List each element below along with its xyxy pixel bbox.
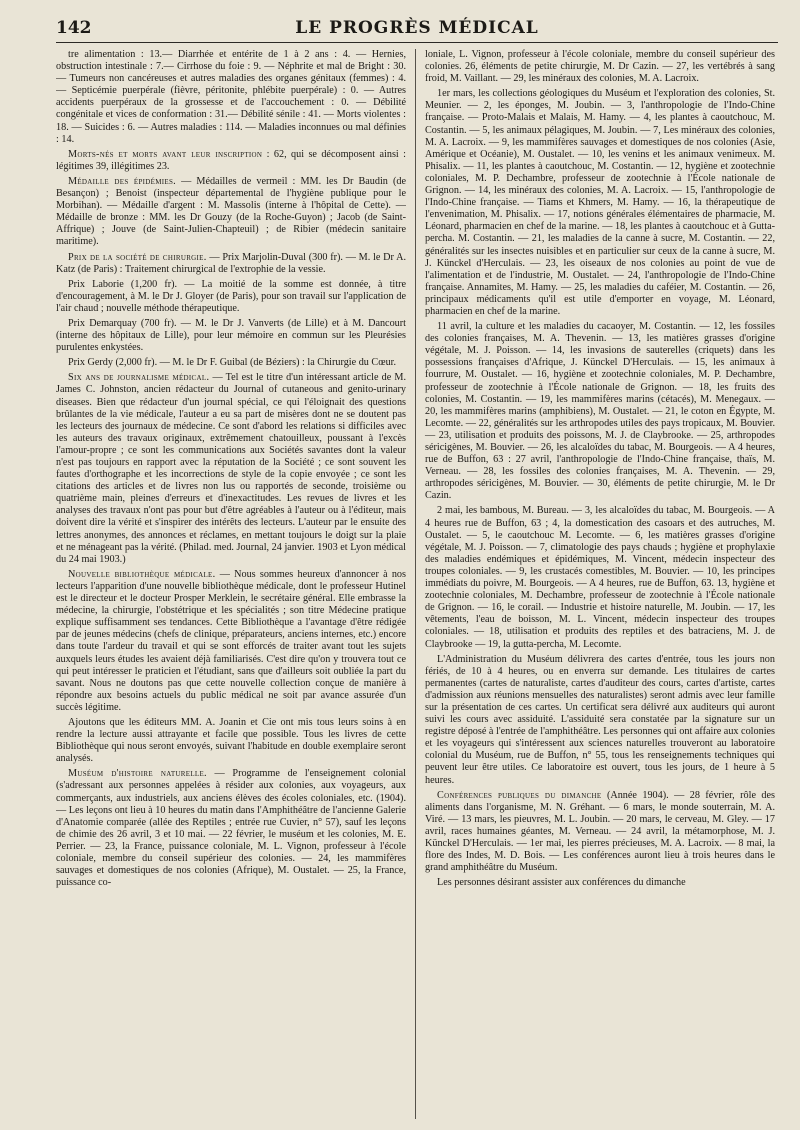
paragraph-text: loniale, L. Vignon, professeur à l'école coloniale, membre du conseil supérieur des colonies. 26, éléments de petite chirurgie, M. Dr Cazin. — 27, les vertébrés à sang froid, M. Vaillant. — 29, les minéraux des colonies, M. A. Lacroix.	[425, 49, 775, 85]
paragraph	[56, 149, 406, 173]
paragraph-text: — Tel est le titre d'un intéressant article de M. James C. Johnston, ancien rédacteur du Journal of cutaneous and genito-urinary diseases. Bien que rédacteur d'un journal spécial, ce qui l'éloignait des questions brûlantes de la vie médicale, l'auteur a eu sa part de misères dont ne se doutent pas les lecteurs des journaux de médecine. Ce sont d'abord les relations si difficiles avec les auteurs des travaux originaux, extrêmement chatouilleux, poussant à l'excès l'amour-propre ; ce sont les communications aux Sociétés savantes dont la valeur n'est pas toujours en rapport avec la réputation de la Société ; ce sont souvent les fautes d'orthographe et les incorrections de style de la copie envoyée ; ce sont les citations des articles et de livres non lus ou rapportés de seconde, troisième ou quatrième main, pleines d'erreurs et d'inexactitudes. Les revues de livres et les analyses des travaux n'ont pas pour but d'être agréables à l'auteur ou à l'éditeur, mais doivent dire la vérité et s'inspirer des intérêts des lecteurs. L'auteur par le ensuite des lettres anonymes, des annonces et réclames, en mettant toujours le doigt sur la plaie et ne ménageant pas la vérité. (Philad. med. Journal, 24 janvier. 1903 et Lyon médical du 24 mai 1903.)	[56, 372, 406, 565]
paragraph	[56, 318, 406, 354]
paragraph-text: Prix Demarquay (700 fr). — M. le Dr J. Vanverts (de Lille) et à M. Dancourt (interne des hôpitaux de Lille), pour leur mémoire en commun sur les Pleurésies purulentes enkystées.	[56, 317, 406, 354]
page-header	[56, 18, 778, 43]
paragraph	[425, 321, 775, 502]
right-column	[415, 49, 775, 1119]
paragraph-text: 11 avril, la culture et les maladies du cacaoyer, M. Costantin. — 12, les fossiles des colonies françaises, M. A. Thevenin. — 13, les matières grasses d'origine végétale, M. J. Poisson. — 14, les invasions de sauterelles (criquets) dans les possessions françaises d'Afrique, J. Künckel D'Herculais. — 15, les animaux à fourrure, M. Oustalet. — 16, hygiène et zootechnie coloniales, M. P. Dechambre, professeur de zootechnie à l'École nationale de Grignon. — 18, les fruits des colonies, M. Costantin. — 19, les mammifères marins (cétacés), M. Menegaux. — 20, les mammifères marins (amphibiens), M. Oustalet. — 21, le coton en Égypte, M. Lecomte. — 22, généralités sur les arthropodes utiles des pays tropicaux, M. Bouvier. — 23, utilisation et produits des poissons, M. J. de Claybrooke. — 25, arthropodes séricigènes, M. Bouvier. — 26, les alcaloïdes du tabac, M. Bourgeois. — A 4 heures, rue de Buffon, 63 : 27 avril, l'anthropologie de l'Indo-Chine française, thaïs, M. Verneau. — 28, les fossiles des colonies françaises, M. A. Thevenin. — 29, arthropodes séricigènes, M. Bouvier. — 30, éléments de petite chirurgie, M. le Dr Cazin.	[425, 321, 775, 502]
paragraph-heading: Conférences publiques du dimanche	[437, 789, 602, 801]
paragraph-text: — Prix Marjolin-Duval (300 fr). — M. le Dr A. Katz (de Paris) : Traitement chirurgical de l'extrophie de la vessie.	[56, 251, 407, 275]
paragraph	[56, 569, 406, 714]
paragraph	[425, 790, 775, 875]
text-columns	[56, 49, 778, 1119]
paragraph-heading: Nouvelle bibliothèque médicale.	[68, 568, 216, 580]
paragraph-heading: Prix de la société de chirurgie.	[68, 251, 207, 263]
paragraph-text: — Médailles de vermeil : MM. les Dr Baudin (de Besançon) ; Benoist (inspecteur départemental de l'hygiène publique pour le Morbihan). — Médaille d'argent : M. Massolis (interne à l'hôpital de Cette). — Médaille de bronze : MM. les Dr Gouzy (de la Roche-Guyon) ; Jacob (de Saint-Affrique) ; Jouve (de Saint-Julien-Chapteuil) ; de Ribier (médecin sanitaire maritime).	[56, 175, 406, 248]
paragraph-text: (Année 1904). — 28 février, rôle des aliments dans l'organisme, M. N. Gréhant. — 6 mars, le monde souterrain, M. A. Viré. — 13 mars, les pieuvres, M. L. Joubin. — 20 mars, le cerveau, M. Gley. — 17 avril, races humaines géantes, M. Verneau. — 24 avril, la métamorphose, M. J. Künckel D'Herculais. — 1er mai, les pierres précieuses, M. A. Lacroix. — 8 mai, la flore des Indes, M. D. Bois. — Les conférences auront lieu à trois heures dans le grand amphithéâtre du Muséum.	[425, 789, 775, 874]
page-number: 142	[56, 18, 92, 38]
paragraph	[56, 717, 406, 765]
paragraph-text: Prix Laborie (1,200 fr). — La moitié de la somme est donnée, à titre d'encouragement, à M. le Dr J. Gloyer (de Paris), pour son travail sur l'application de l'air chaud ; nouvelle méthode thérapeutique.	[56, 278, 406, 314]
paragraph-text: Les personnes désirant assister aux conférences du dimanche	[437, 877, 686, 889]
paragraph	[425, 88, 775, 318]
paragraph	[425, 505, 775, 650]
paragraph-text: L'Administration du Muséum délivrera des cartes d'entrée, tous les jours non fériés, de 10 à 4 heures, ou en enverra sur demande. Les titulaires de cartes permanentes (cartes de naturaliste, cartes d'auditeur des cours, cartes d'artiste, cartes d'admission aux réunions mensuelles des naturalistes) seront admis avec leur famille sur la présentation de ces cartes. Un certificat sera délivré aux auditeurs qui auront suivi les cours avec assiduité. L'assiduité sera constatée par la signature sur un registre déposé à l'entrée de l'amphithéâtre. Les personnes qui ont affaire aux colonies et les voyageurs qui s'intéressent aux sciences naturelles trouveront au laboratoire colonial du Muséum, rue de Buffon, n° 55, tous les renseignements techniques qui peuvent leur être utiles. Ce laboratoire est ouvert, tous les jours, de 1 heure à 5 heures.	[425, 653, 775, 786]
paragraph-text: : 62, qui se décomposent ainsi : légitimes 39, illégitimes 23.	[56, 148, 406, 172]
paragraph-text: tre alimentation : 13.— Diarrhée et entérite de 1 à 2 ans : 4. — Hernies, obstruction intestinale : 7.— Cirrhose du foie : 9. — Néphrite et mal de Bright : 30. — Tumeurs non cancéreuses et autres maladies des organes génitaux (femmes) : 4. — Septicémie puerpérale (fièvre, péritonite, phlébite puerpérale) : 0. — Autres accidents puerpéraux de la grossesse et de l'accouchement : 0. — Débilité congénitale et vices de conformation : 31.— Débilité sénile : 41. — Morts violentes : 18. — Suicides : 6. — Autres maladies : 114. — Maladies inconnues ou mal définies : 14.	[56, 49, 406, 145]
paragraph	[56, 768, 406, 889]
paragraph-heading: Muséum d'histoire naturelle.	[68, 768, 207, 780]
paragraph-text: — Programme de l'enseignement colonial (s'adressant aux personnes appelées à résider aux colonies, aux voyageurs, aux commerçants, aux industriels, aux anciens élèves des écoles coloniales, etc. (1904). — Les leçons ont lieu à 10 heures du matin dans l'Amphithéâtre de l'ancienne Galerie d'Anatomie comparée (allée des Reptiles ; entrée rue Cuvier, n° 57), sauf les leçons de chimie des 26 avril, 3 et 10 mai. — 22 février, le muséum et les colonies, M. E. Perrier. — 23, la France, puissance coloniale, M. L. Vignon, professeur à l'école coloniale, membre du conseil supérieur des colonies. — 24, les mammifères sauvages et domestiques de nos colonies (Afrique), M. Oustalet. — 25, la France, puissance co-	[56, 768, 406, 889]
paragraph-text: Ajoutons que les éditeurs MM. A. Joanin et Cie ont mis tous leurs soins à en rendre la lecture aussi attrayante et facile que possible. Tous les livres de cette Bibliothèque qui nous seront envoyés, suivant l'habitude en double exemplaire seront analysés.	[56, 716, 406, 765]
paragraph-text: 2 mai, les bambous, M. Bureau. — 3, les alcaloïdes du tabac, M. Bourgeois. — A 4 heures rue de Buffon, 63 ; 4, la domestication des casoars et des autruches, M. Oustalet. — 5, le caoutchouc M. Lecomte. — 6, les matières grasses d'origine végétale, M. J. Poisson. — 7, climatologie des pays chauds ; hygiène et prophylaxie des maladies endémiques et épidémiques, M. Vincent, médecin inspecteur des troupes coloniales. — 9, les crustacés comestibles, M. Bouvier. — 10, les principes immédiats du poivre, M. Bourgeois. — A 4 heures, rue de Buffon, 63. 13, hygiène et zootechnie coloniales, M. Dechambre, professeur de zootechnie à l'École nationale de Grignon. — 16, le corail. — Industrie et histoire naturelle, M. Joubin. — 17, les vêtements, l'eau de boisson, M. L. Vincent, médecin inspecteur des troupes coloniales. — 18, utilisation et produits des reptiles et des batraciens, M. J. de Claybrooke — 19, la gutta-percha, M. Lecomte.	[425, 505, 775, 650]
paragraph	[56, 279, 406, 315]
paragraph	[56, 176, 406, 249]
paragraph-text: Prix Gerdy (2,000 fr). — M. le Dr F. Guibal (de Béziers) : la Chirurgie du Cœur.	[68, 357, 397, 369]
paragraph	[56, 372, 406, 566]
paragraph	[56, 49, 406, 146]
paragraph-text: 1er mars, les collections géologiques du Muséum et l'exploration des colonies, St. Meunier. — 2, les éponges, M. Joubin. — 3, l'anthropologie de l'Indo-Chine française. — Proto-Malais et Malais, M. Hamy. — 4, les plantes à caoutchouc, M. Costantin. — 5, les animaux pélagiques, M. Joubin. — 7, Les minéraux des colonies, M. A. Lacroix. — 9, les mammifères sauvages et domestiques de nos colonies (Asie, Amérique et Océanie), M. Oustalet. — 10, les venins et les animaux venimeux. M. Phisalix. — 11, les plantes à caoutchouc, M. Costantin. — 12, hygiène et zootechnie coloniales, M. P. Dechambre, professeur de zootechnie à l'École nationale de Grignon. — 14, les minéraux des colonies, M. A. Lacroix. — 15, l'anthropologie de l'Indo-Chine française. — Tiams et Khmers, M. Hamy. — 16, la thérapeutique de l'envenimation, M. Phisalix. — 17, notions générales élémentaires de pharmacie, M. Léonard, pharmacien en chef de la marine. — 18, les plantes à caoutchouc et à Gutta-percha. M. Costantin. — 21, les maladies de la canne à sucre, M. Costantin. — 22, généralités sur les insectes nuisibles et en particulier sur ceux de la canne à sucre, M. J. Künckel d'Herculais. — 23, les oiseaux de nos colonies au point de vue de l'alimentation et de l'industrie, M. Oustalet. — 24, l'anthropologie de l'Indo-Chine française. Annamites, M. Hamy. — 25, les maladies du caféier, M. Costantin. — 26, principaux médicaments qu'il est utile d'emporter en voyage, M. Léonard, pharmacien en chef de la marine.	[425, 88, 775, 317]
paragraph	[56, 252, 406, 276]
left-column	[56, 49, 415, 1119]
paragraph	[425, 49, 775, 85]
paragraph-text: — Nous sommes heureux d'annoncer à nos lecteurs l'apparition d'une nouvelle bibliothèque médicale, dont le professeur Hutinel est le directeur et le docteur Prosper Merklein, le secrétaire général. Elle embrasse la médecine, la chirurgie, l'obstétrique et les spécialités ; son titre Médecine pratique explique suffisamment ses tendances. Cette Bibliothèque a l'avantage d'être rédigée par de jeunes médecins (chefs de clinique, préparateurs, anciens internes, etc.) encore dans toute l'ardeur du travail et qui se sont efforcés de traiter avant tout les sujets auxquels leurs études les avaient déjà familiarisés. C'est dire qu'on y trouvera tout ce qui peut intéresser le praticien et l'étudiant, sans que d'ailleurs soit oubliée la part du savant. Nous ne doutons pas que cette nouvelle collection conçue de manière à répondre aux besoins actuels du public médical ne soit par avance assurée d'un succès légitime.	[56, 568, 406, 713]
paragraph-heading: Six ans de journalisme médical.	[68, 372, 210, 384]
paragraph	[425, 654, 775, 787]
paragraph	[425, 877, 775, 889]
paragraph	[56, 357, 406, 369]
paragraph-heading: Médaille des épidémies.	[68, 175, 177, 187]
paragraph-heading: Morts-nés et morts avant leur inscription	[68, 148, 263, 160]
journal-title: LE PROGRÈS MÉDICAL	[295, 18, 539, 38]
